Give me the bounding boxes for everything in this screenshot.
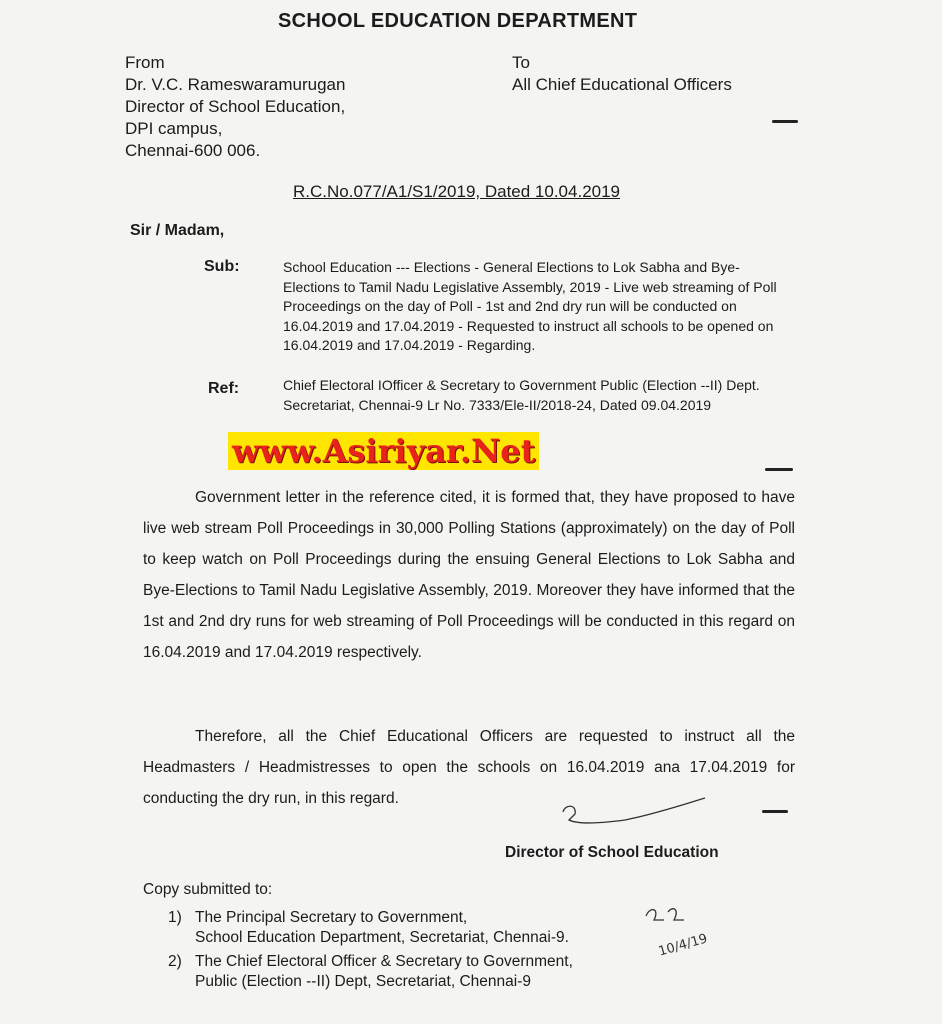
signatory-role: Director of School Education <box>505 844 719 861</box>
reference-text: Chief Electoral IOfficer & Secretary to Government Public (Election --II) Dept. Secretariat, Chennai-9 Lr No. 7333/Ele-II/2018-24, Dated 09.04.2019 <box>283 377 760 413</box>
scan-mark <box>772 120 798 123</box>
scan-mark <box>762 810 788 813</box>
from-line: Dr. V.C. Rameswaramurugan <box>125 75 346 94</box>
salutation: Sir / Madam, <box>130 222 225 239</box>
copy-item <box>168 908 573 948</box>
copy-item-line: The Chief Electoral Officer & Secretary to Government, <box>195 953 573 970</box>
handwritten-initial <box>640 900 690 936</box>
copy-item-line: The Principal Secretary to Government, <box>195 909 468 926</box>
scan-mark <box>765 468 793 471</box>
department-title: SCHOOL EDUCATION DEPARTMENT <box>278 10 638 32</box>
copy-list <box>168 908 573 996</box>
copy-item-number: 2) <box>168 953 182 970</box>
copy-item-line: School Education Department, Secretariat, Chennai-9. <box>195 929 569 946</box>
handwritten-date: 10/4/19 <box>656 931 710 960</box>
from-block <box>125 52 345 162</box>
copy-heading: Copy submitted to: <box>143 881 273 898</box>
subject-text: School Education --- Elections - General Elections to Lok Sabha and Bye- Elections to Tamil Nadu Legislative Assembly, 2019 - Live web streaming of Poll Proceedings on the day of Poll - 1st and 2nd dry run will be conducted on 16.04.2019 and 17.04.2019 - Requested to instruct all schools to be opened on 16.04.2019 and 17.04.2019 - Regarding. <box>283 259 777 353</box>
from-label: From <box>125 53 165 72</box>
to-block <box>512 52 732 96</box>
reference-label: Ref: <box>208 380 240 397</box>
body-paragraph-2: Therefore, all the Chief Educational Officers are requested to instruct all the Headmasters / Headmistresses to open the schools on 16.04.2019 ana 17.04.2019 for conducting the dry run, in this regard. <box>143 728 795 807</box>
reference-number: R.C.No.077/A1/S1/2019, Dated 10.04.2019 <box>293 182 621 201</box>
subject-label: Sub: <box>204 258 240 275</box>
signature-mark <box>555 790 715 840</box>
body-paragraph-1: Government letter in the reference cited, it is formed that, they have proposed to have live web stream Poll Proceedings in 30,000 Polling Stations (approximately) on the day of Poll to keep watch on Poll Proceedings during the ensuing General Elections to Lok Sabha and Bye-Elections to Tamil Nadu Legislative Assembly, 2019. Moreover they have informed that the 1st and 2nd dry runs for web streaming of Poll Proceedings will be conducted in this regard on 16.04.2019 and 17.04.2019 respectively. <box>143 489 795 661</box>
from-line: Director of School Education, <box>125 97 346 116</box>
from-line: DPI campus, <box>125 119 223 138</box>
copy-item <box>168 952 573 992</box>
to-line: All Chief Educational Officers <box>512 75 732 94</box>
from-line: Chennai-600 006. <box>125 141 261 160</box>
watermark: www.Asiriyar.Net <box>228 432 539 470</box>
copy-item-number: 1) <box>168 909 182 926</box>
to-label: To <box>512 53 530 72</box>
copy-item-line: Public (Election --II) Dept, Secretariat, Chennai-9 <box>195 973 531 990</box>
